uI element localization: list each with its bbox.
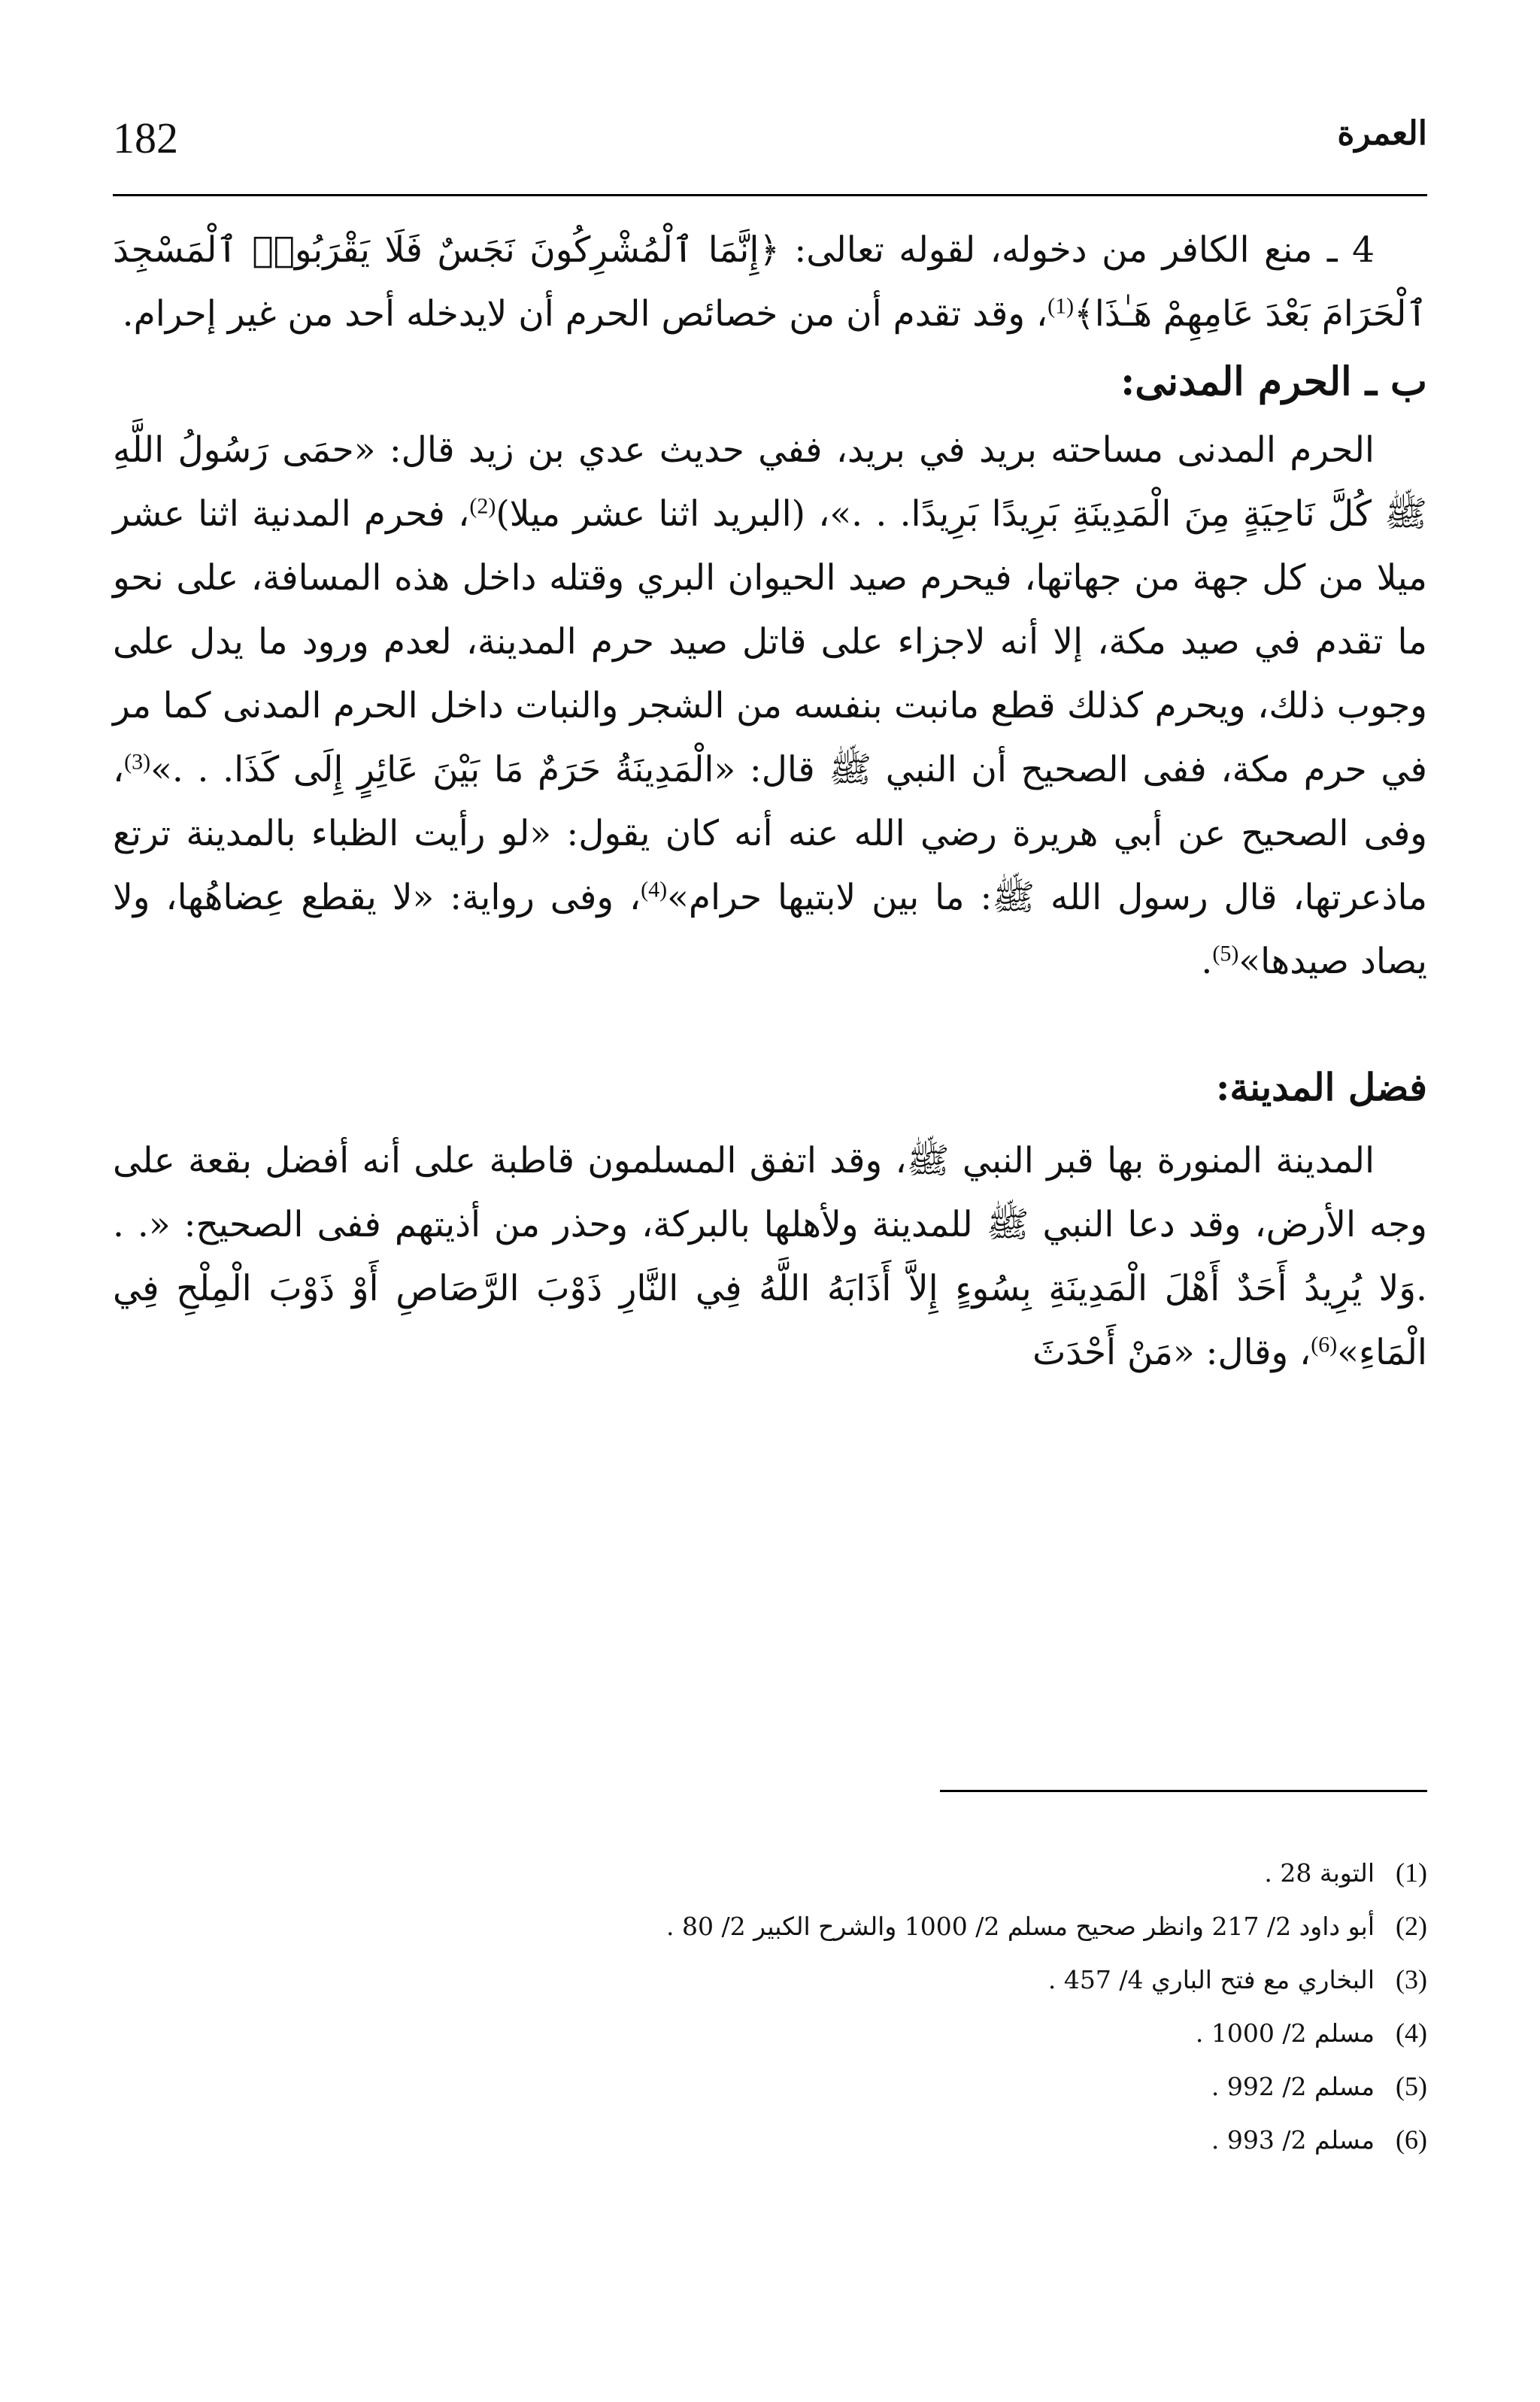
footnote-text: أبو داود 2/ 217 وانظر صحيح مسلم 2/ 1000 والشرح الكبير 2/ 80 . <box>666 1912 1375 1941</box>
main-text <box>113 218 1427 1384</box>
footnote-item <box>113 1953 1427 2006</box>
footnotes <box>113 1846 1427 2167</box>
footnote-ref: (6) <box>1311 1332 1338 1357</box>
footnote-item <box>113 2060 1427 2113</box>
paragraph-text: ، فحرم المدنية اثنا عشر ميلا من كل جهة من جهاتها، فيحرم صيد الحيوان البري وقتله داخل هذه المسافة، على نحو ما تقدم في صيد مكة، إلا أنه لاجزاء على قاتل صيد حرم المدينة، لعدم ورود ما يدل على وجوب ذلك، ويحرم كذلك قطع مانبت بنفسه من الشجر والنبات داخل الحرم المدنى كما مر في حرم مكة، ففى الصحيح أن النبي ﷺ قال: «الْمَدِينَةُ حَرَمٌ مَا بَيْنَ عَائِرٍ إِلَى كَذَا. . .» <box>113 493 1427 790</box>
paragraph-text: ، وقال: «مَنْ أَحْدَثَ <box>1032 1332 1311 1373</box>
subheading-madinah-sanctuary: ب ـ الحرم المدنى: <box>1120 359 1427 405</box>
quran-verse: ﴿إِنَّمَا ٱلْمُشْرِكُونَ نَجَسٌ فَلَا يَقْرَبُوا۟ ٱلْمَسْجِدَ ٱلْحَرَامَ بَعْدَ عَامِهِمْ هَـٰذَا﴾ <box>113 229 1427 335</box>
footnote-number: (2) <box>1396 1911 1427 1941</box>
paragraph-text: 4 ـ منع الكافر من دخوله، لقوله تعالى: <box>779 229 1375 271</box>
footnote-text: البخاري مع فتح الباري 4/ 457 . <box>1047 1965 1375 1994</box>
footnote-text: مسلم 2/ 1000 . <box>1195 2018 1375 2048</box>
paragraph-prohibition-of-disbeliever <box>113 218 1427 346</box>
footnote-ref: (1) <box>1047 293 1075 319</box>
page-header <box>113 113 1427 188</box>
paragraph-virtue-of-madinah <box>113 1129 1427 1384</box>
footnote-number: (3) <box>1396 1964 1427 1994</box>
paragraph-text: الحرم المدنى مساحته بريد في بريد، ففي حديث عدي بن زيد قال: «حمَى رَسُولُ اللَّهِ ﷺ كُلَّ نَاحِيَةٍ مِنَ الْمَدِينَةِ بَرِيدًا بَرِيدًا. . .»، (البريد اثنا عشر ميلا) <box>113 429 1427 535</box>
footnote-ref: (5) <box>1212 941 1239 966</box>
footnote-ref: (3) <box>124 749 151 775</box>
paragraph-text: ، وفى رواية: «لا يقطع عِضاهُها، ولا يصاد صيدها» <box>113 877 1427 982</box>
footnote-text: مسلم 2/ 993 . <box>1211 2125 1375 2155</box>
footnote-number: (4) <box>1396 2018 1427 2048</box>
footnote-number: (1) <box>1396 1858 1427 1888</box>
footnote-item <box>113 1900 1427 1953</box>
footnote-item <box>113 2006 1427 2060</box>
header-rule <box>113 194 1427 196</box>
page-number: 182 <box>113 114 178 162</box>
footnote-item <box>113 2113 1427 2167</box>
footnote-text: مسلم 2/ 992 . <box>1211 2072 1375 2101</box>
footnote-ref: (2) <box>469 493 496 519</box>
paragraph-text: . <box>1201 941 1213 982</box>
footnote-ref: (4) <box>641 877 668 902</box>
footnote-number: (6) <box>1396 2124 1427 2155</box>
paragraph-text: ، وقد تقدم أن من خصائص الحرم أن لايدخله أحد من غير إحرام. <box>122 293 1048 335</box>
footnote-item <box>113 1846 1427 1900</box>
paragraph-madinah-sanctuary <box>113 418 1427 993</box>
running-title: العمرة <box>1337 114 1427 153</box>
section-heading-virtue-of-madinah: فضل المدينة: <box>1215 1065 1427 1109</box>
footnote-text: التوبة 28 . <box>1264 1858 1375 1888</box>
footnote-separator <box>940 1790 1427 1792</box>
paragraph-text: المدينة المنورة بها قبر النبي ﷺ، وقد اتفق المسلمون قاطبة على أنه أفضل بقعة على وجه الأرض، وقد دعا النبي ﷺ للمدينة ولأهلها بالبركة، وحذر من أذيتهم ففى الصحيح: «. . .وَلا يُرِيدُ أَحَدٌ أَهْلَ الْمَدِينَةِ بِسُوءٍ إِلاَّ أَذَابَهُ اللَّهُ فِي النَّارِ ذَوْبَ الرَّصَاصِ أَوْ ذَوْبَ الْمِلْحِ فِي الْمَاءِ» <box>113 1140 1427 1373</box>
paragraph-text: ، وفى الصحيح عن أبي هريرة رضي الله عنه أنه كان يقول: «لو رأيت الظباء بالمدينة ترتع ماذعرتها، قال رسول الله ﷺ: ما بين لابتيها حرام» <box>113 749 1427 918</box>
footnote-number: (5) <box>1396 2071 1427 2101</box>
